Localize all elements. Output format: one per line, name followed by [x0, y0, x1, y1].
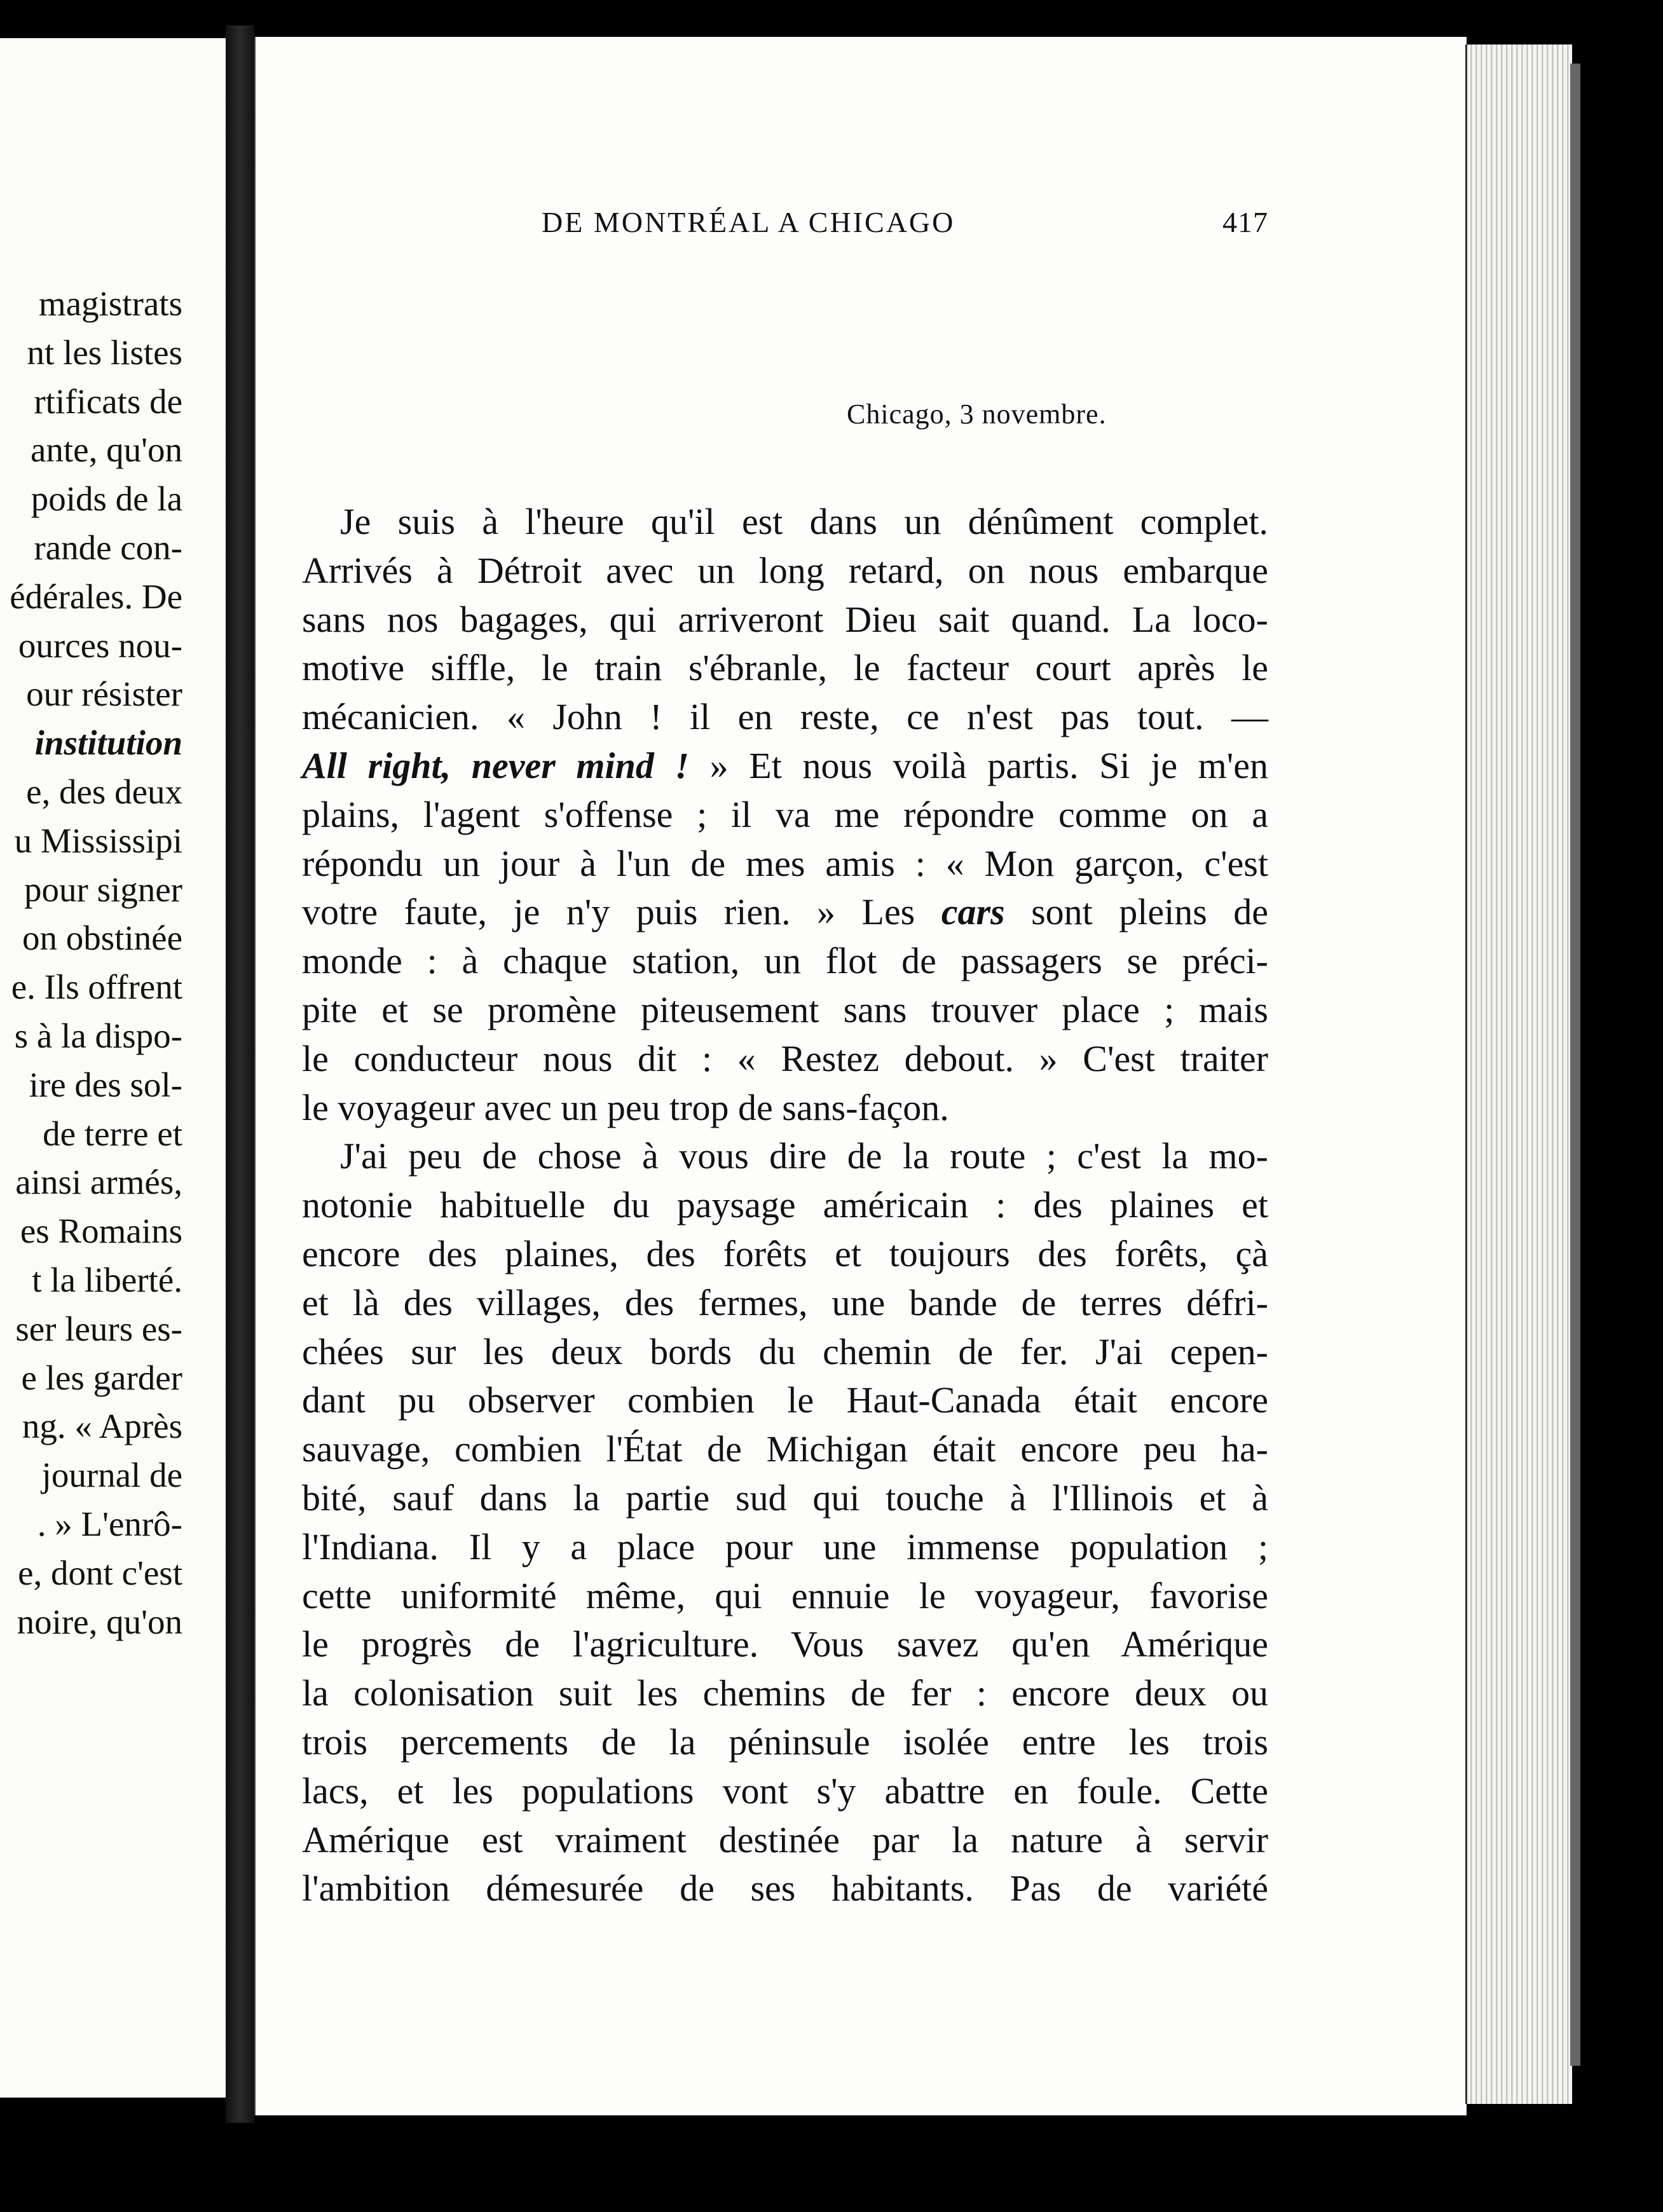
left-page-line: ources nou- — [18, 625, 182, 665]
page-number: 417 — [1222, 206, 1268, 238]
left-page-line: e, dont c'est — [18, 1553, 182, 1592]
body-line — [302, 1572, 1268, 1621]
text-segment: cette uniformité même, qui ennuie le voyageur, favorise — [302, 1574, 1268, 1616]
text-segment: l'ambition démesurée de ses habitants. Pas de variété — [302, 1867, 1268, 1909]
left-page-line: institution — [34, 723, 182, 763]
dateline: Chicago, 3 novembre. — [847, 399, 1107, 430]
text-segment: le conducteur nous dit : « Restez debout. » C'est traiter — [302, 1037, 1268, 1079]
left-page-line: de terre et — [43, 1114, 182, 1153]
body-line — [302, 547, 1268, 596]
text-segment: » Et nous voilà partis. Si je m'en — [689, 744, 1268, 786]
running-title: DE MONTRÉAL A CHICAGO — [542, 206, 955, 238]
book-cover-edge — [1570, 64, 1580, 2066]
body-line — [302, 1523, 1268, 1572]
text-segment: chées sur les deux bords du chemin de fer. J'ai cepen- — [302, 1330, 1268, 1372]
left-page-line: ser leurs es- — [15, 1309, 182, 1348]
body-line — [302, 1035, 1268, 1084]
left-page-text — [10, 280, 182, 1646]
left-page-line: ante, qu'on — [30, 430, 182, 470]
text-segment: et là des villages, des fermes, une bande de terres défri- — [302, 1281, 1268, 1323]
text-segment: le voyageur avec un peu trop de sans-façon. — [302, 1086, 949, 1128]
body-line — [302, 1620, 1268, 1669]
page-edges — [1465, 44, 1572, 2104]
left-page-line: ainsi armés, — [15, 1163, 182, 1202]
text-segment: motive siffle, le train s'ébranle, le facteur court après le — [302, 647, 1268, 689]
left-page-line: rande con- — [34, 528, 182, 567]
body-line — [302, 791, 1268, 840]
text-segment: répondu un jour à l'un de mes amis : « Mon garçon, c'est — [302, 842, 1268, 884]
body-line — [302, 1084, 1268, 1133]
body-line — [302, 1718, 1268, 1767]
body-line — [302, 1816, 1268, 1865]
text-segment: trois percements de la péninsule isolée entre les trois — [302, 1721, 1268, 1763]
body-line — [302, 1669, 1268, 1718]
left-page-line: t la liberté. — [32, 1260, 182, 1299]
left-page-line: journal de — [41, 1456, 182, 1495]
text-segment: sauvage, combien l'État de Michigan était encore peu ha- — [302, 1428, 1268, 1470]
body-line — [302, 1425, 1268, 1474]
text-segment: la colonisation suit les chemins de fer : encore deux ou — [302, 1672, 1268, 1714]
text-segment: sont pleins de — [1004, 891, 1268, 933]
italic-text: cars — [941, 891, 1005, 933]
body-line — [302, 498, 1268, 547]
left-page-line: es Romains — [20, 1212, 182, 1251]
body-line — [302, 1474, 1268, 1523]
text-segment: le progrès de l'agriculture. Vous savez qu'en Amérique — [302, 1623, 1268, 1665]
body-line — [302, 1328, 1268, 1377]
body-line — [302, 1181, 1268, 1230]
left-page-line: e, des deux — [26, 772, 182, 811]
body-line — [302, 693, 1268, 742]
text-segment: monde : à chaque station, un flot de passagers se préci- — [302, 940, 1268, 982]
page-header — [542, 205, 1268, 250]
body-line — [302, 840, 1268, 889]
text-segment: l'Indiana. Il y a place pour une immense population ; — [302, 1526, 1268, 1567]
left-page-line: u Mississipi — [14, 821, 182, 860]
left-page-fragment — [0, 38, 228, 2098]
body-line — [302, 1132, 1268, 1181]
body-line — [302, 937, 1268, 986]
text-segment: J'ai peu de chose à vous dire de la route ; c'est la mo- — [340, 1135, 1268, 1177]
text-segment: Arrivés à Détroit avec un long retard, on nous embarque — [302, 549, 1268, 591]
body-text — [302, 498, 1268, 1913]
body-line — [302, 986, 1268, 1035]
left-page-line: e. Ils offrent — [11, 967, 182, 1007]
text-segment: dant pu observer combien le Haut-Canada était encore — [302, 1379, 1268, 1421]
text-segment: Je suis à l'heure qu'il est dans un dénûment complet. — [340, 501, 1268, 542]
left-page-line: s à la dispo- — [14, 1016, 182, 1055]
left-page-line: édérales. De — [10, 577, 182, 616]
left-page-line: . » L'enrô- — [37, 1504, 182, 1543]
text-segment: bité, sauf dans la partie sud qui touche à l'Illinois et à — [302, 1477, 1268, 1519]
body-line — [302, 1279, 1268, 1328]
body-line — [302, 888, 1268, 937]
left-page-line: on obstinée — [22, 918, 182, 958]
text-segment: plains, l'agent s'offense ; il va me répondre comme on a — [302, 793, 1268, 835]
text-segment: lacs, et les populations vont s'y abattre en foule. Cette — [302, 1770, 1268, 1812]
italic-text: All right, never mind ! — [302, 744, 690, 786]
text-segment: mécanicien. « John ! il en reste, ce n'est pas tout. — — [302, 696, 1268, 738]
body-line — [302, 1767, 1268, 1816]
left-page-line: our résister — [26, 674, 182, 714]
text-segment: votre faute, je n'y puis rien. » Les — [302, 891, 941, 933]
book-gutter — [226, 25, 254, 2123]
text-segment: encore des plaines, des forêts et toujours des forêts, çà — [302, 1232, 1268, 1274]
body-line — [302, 1376, 1268, 1425]
body-line — [302, 596, 1268, 645]
left-page-line: ire des sol- — [29, 1065, 182, 1104]
left-page-line: nt les listes — [27, 332, 182, 372]
text-segment: notonie habituelle du paysage américain : des plaines et — [302, 1184, 1268, 1226]
body-line — [302, 742, 1268, 791]
left-page-line: pour signer — [24, 870, 182, 909]
left-page-line: rtificats de — [34, 381, 182, 421]
body-line — [302, 644, 1268, 693]
left-page-line: e les garder — [21, 1358, 182, 1397]
left-page-line: noire, qu'on — [17, 1602, 182, 1641]
body-line — [302, 1230, 1268, 1279]
body-line — [302, 1864, 1268, 1913]
text-segment: pite et se promène piteusement sans trouver place ; mais — [302, 988, 1268, 1030]
text-segment: Amérique est vraiment destinée par la nature à servir — [302, 1819, 1268, 1860]
left-page-line: magistrats — [38, 284, 182, 323]
left-page-line: poids de la — [31, 479, 182, 519]
main-page — [254, 37, 1467, 2115]
left-page-line: ng. « Après — [22, 1407, 182, 1446]
text-segment: sans nos bagages, qui arriveront Dieu sait quand. La loco- — [302, 598, 1268, 640]
